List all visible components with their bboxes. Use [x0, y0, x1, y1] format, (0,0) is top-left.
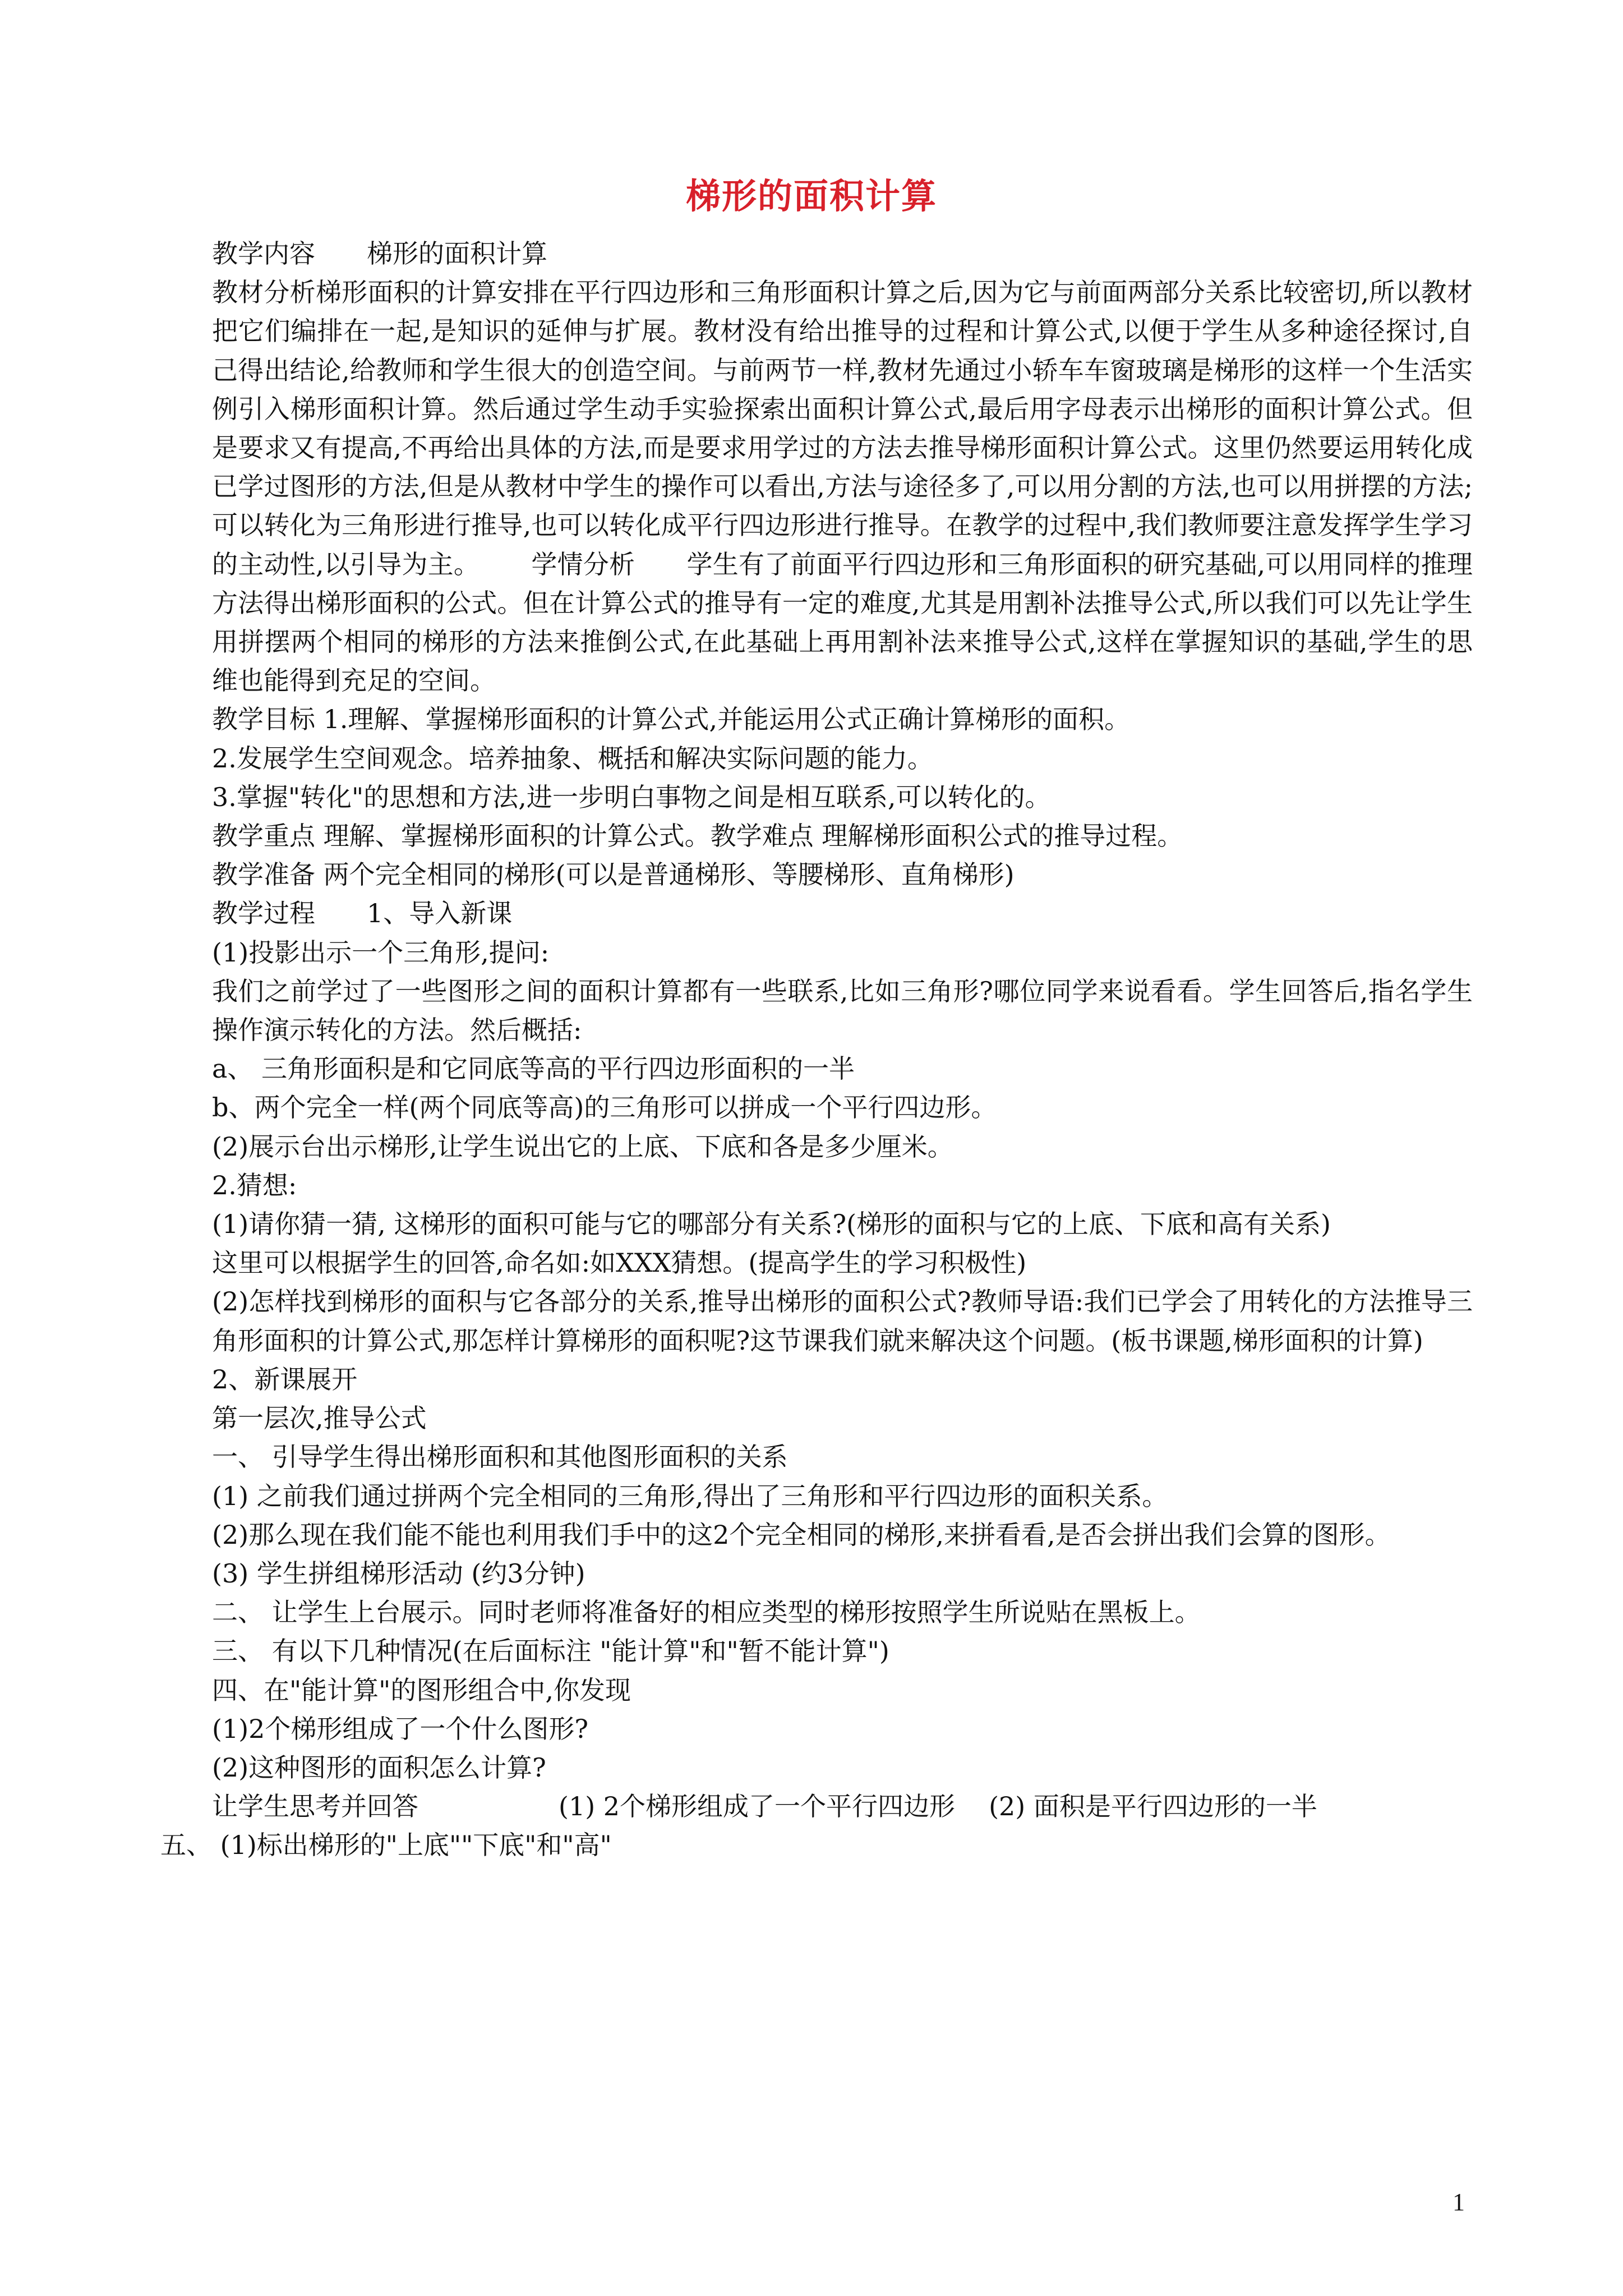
paragraph-step: b、两个完全一样(两个同底等高)的三角形可以拼成一个平行四边形。	[212, 1092, 997, 1123]
paragraph-step: 我们之前学过了一些图形之间的面积计算都有一些联系,比如三角形?哪位同学来说看看。学生回答后,指名学生操作演示转化的方法。然后概括:	[212, 976, 1473, 1046]
paragraph-step: (1) 之前我们通过拼两个完全相同的三角形,得出了三角形和平行四边形的面积关系。	[212, 1480, 1168, 1511]
paragraph-goal-2: 2.发展学生空间观念。培养抽象、概括和解决实际问题的能力。	[212, 743, 933, 774]
paragraph-answer	[160, 1787, 1473, 1826]
paragraph-step: 2、新课展开	[212, 1364, 358, 1395]
paragraph-step: (2)怎样找到梯形的面积与它各部分的关系,推导出梯形的面积公式?教师导语:我们已学会了用转化的方法推导三角形面积的计算公式,那怎样计算梯形的面积呢?这节课我们就来解决这个问题。(板书课题,梯形面积的计算)	[212, 1286, 1473, 1356]
paragraph-key-points: 教学重点 理解、掌握梯形面积的计算公式。教学难点 理解梯形面积公式的推导过程。	[212, 821, 1183, 852]
paragraph-analysis	[160, 273, 1473, 700]
paragraph-step: (2)那么现在我们能不能也利用我们手中的这2个完全相同的梯形,来拼看看,是否会拼出我们会算的图形。	[212, 1519, 1391, 1550]
page-number: 1	[1453, 2188, 1465, 2216]
analysis-text-1: 教材分析梯形面积的计算安排在平行四边形和三角形面积计算之后,因为它与前面两部分关系比较密切,所以教材把它们编排在一起,是知识的延伸与扩展。教材没有给出推导的过程和计算公式,以便于学生从多种途径探讨,自己得出结论,给教师和学生很大的创造空间。与前两节一样,教材先通过小轿车车窗玻璃是梯形的这样一个生活实例引入梯形面积计算。然后通过学生动手实验探索出面积计算公式,最后用字母表示出梯形的面积计算公式。但是要求又有提高,不再给出具体的方法,而是要求用学过的方法去推导梯形面积计算公式。这里仍然要运用转化成已学过图形的方法,但是从教材中学生的操作可以看出,方法与途径多了,可以用分割的方法,也可以用拼摆的方法;可以转化为三角形进行推导,也可以转化成平行四边形进行推导。在教学的过程中,我们教师要注意发挥学生学习的主动性,以引导为主。	[212, 277, 1473, 579]
paragraph-step: 三、 有以下几种情况(在后面标注 "能计算"和"暂不能计算")	[212, 1636, 889, 1667]
document-title: 梯形的面积计算	[685, 176, 937, 217]
process-step-1: 1、导入新课	[367, 898, 513, 929]
paragraph-step: 这里可以根据学生的回答,命名如:如XXX猜想。(提高学生的学习积极性)	[212, 1248, 1027, 1278]
paragraph-step: (2)展示台出示梯形,让学生说出它的上底、下底和各是多少厘米。	[212, 1131, 953, 1162]
paragraph-process	[160, 894, 1473, 933]
paragraph-content	[160, 234, 1473, 273]
paragraph-step: (2)这种图形的面积怎么计算?	[212, 1752, 546, 1783]
paragraph-step: 一、 引导学生得出梯形面积和其他图形面积的关系	[212, 1442, 788, 1473]
answer-2: (2) 面积是平行四边形的一半	[989, 1791, 1317, 1822]
paragraph-step: (1)请你猜一猜, 这梯形的面积可能与它的哪部分有关系?(梯形的面积与它的上底、下底和高有关系)	[212, 1209, 1331, 1240]
paragraph-goal-1: 教学目标 1.理解、掌握梯形面积的计算公式,并能运用公式正确计算梯形的面积。	[212, 704, 1131, 735]
paragraph-step: 2.猜想:	[212, 1170, 297, 1200]
label-content: 教学内容	[212, 238, 315, 269]
content-topic: 梯形的面积计算	[367, 238, 547, 269]
paragraph-step: 第一层次,推导公式	[212, 1403, 427, 1434]
paragraph-step: 四、在"能计算"的图形组合中,你发现	[212, 1674, 631, 1705]
paragraph-step: 五、 (1)标出梯形的"上底""下底"和"高"	[160, 1830, 612, 1861]
label-student-analysis: 学情分析	[531, 549, 635, 579]
label-process: 教学过程	[212, 898, 315, 929]
answer-prompt: 让学生思考并回答	[212, 1791, 418, 1822]
paragraph-step: 二、 让学生上台展示。同时老师将准备好的相应类型的梯形按照学生所说贴在黑板上。	[212, 1597, 1201, 1628]
analysis-text-2: 学生有了前面平行四边形和三角形面积的研究基础,可以用同样的推理方法得出梯形面积的公式。但在计算公式的推导有一定的难度,尤其是用割补法推导公式,所以我们可以先让学生用拼摆两个相同的梯形的方法来推倒公式,在此基础上再用割补法来推导公式,这样在掌握知识的基础,学生的思维也能得到充足的空间。	[212, 549, 1473, 696]
paragraph-step: a、 三角形面积是和它同底等高的平行四边形面积的一半	[212, 1053, 855, 1084]
answer-1: (1) 2个梯形组成了一个平行四边形	[559, 1791, 956, 1822]
paragraph-preparation: 教学准备 两个完全相同的梯形(可以是普通梯形、等腰梯形、直角梯形)	[212, 859, 1015, 890]
paragraph-goal-3: 3.掌握"转化"的思想和方法,进一步明白事物之间是相互联系,可以转化的。	[212, 781, 1051, 812]
document-body	[160, 234, 1473, 1865]
paragraph-step: (3) 学生拼组梯形活动 (约3分钟)	[212, 1558, 585, 1589]
paragraph-step: (1)投影出示一个三角形,提问:	[212, 937, 550, 968]
paragraph-step: (1)2个梯形组成了一个什么图形?	[212, 1713, 589, 1744]
